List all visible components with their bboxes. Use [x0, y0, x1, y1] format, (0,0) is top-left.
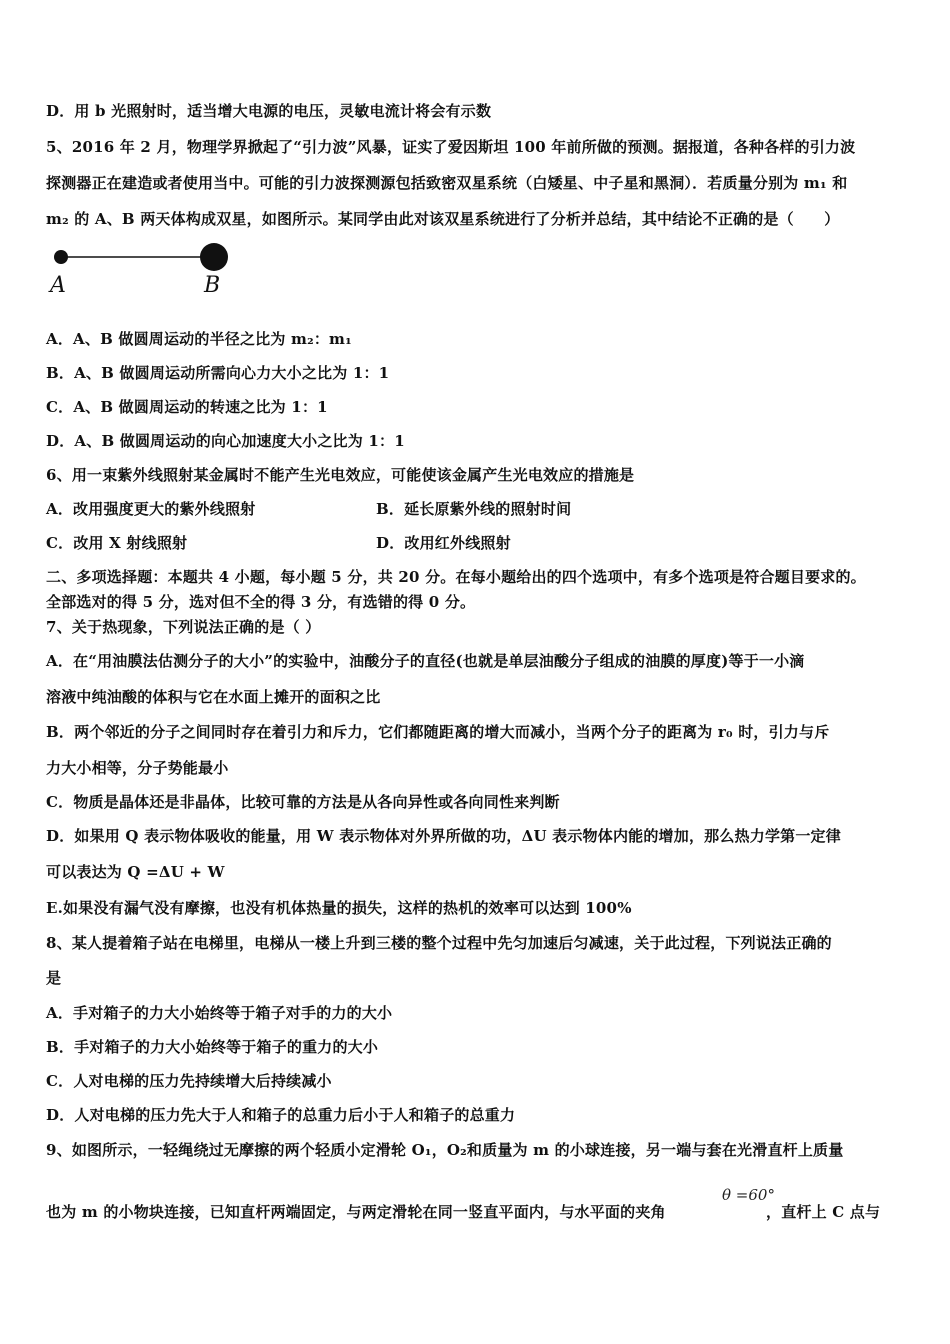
binary-star-diagram [46, 238, 246, 298]
q8-option-b: B．手对箱子的力大小始终等于箱子的重力的大小 [46, 1038, 379, 1056]
q9-stem-line2 [46, 1202, 908, 1222]
q5-option-c: C．A、B 做圆周运动的转速之比为 1：1 [46, 398, 328, 416]
theta-equation: θ =60° [722, 1186, 775, 1204]
star-a [54, 250, 68, 264]
q7-option-d-line1: D．如果用 Q 表示物体吸收的能量，用 W 表示物体对外界所做的功，ΔU 表示物体内能的增加，那么热力学第一定律 [46, 827, 841, 845]
q6-options-row1 [46, 499, 908, 519]
label-a: A [50, 273, 66, 298]
section2-heading-line2: 全部选对的得 5 分，选对但不全的得 3 分，有选错的得 0 分。 [46, 593, 476, 611]
q5-option-d: D．A、B 做圆周运动的向心加速度大小之比为 1：1 [46, 432, 405, 450]
q5-stem-line1: 5、2016 年 2 月，物理学界掀起了“引力波”风暴，证实了爱因斯坦 100 年前所做的预测。据报道，各种各样的引力波 [46, 138, 856, 156]
section2-heading-line1: 二、多项选择题：本题共 4 小题，每小题 5 分，共 20 分。在每小题给出的四个选项中，有多个选项是符合题目要求的。 [46, 568, 866, 586]
q6-option-c: C．改用 X 射线照射 [46, 534, 188, 552]
q9-stem-line2-tail: ，直杆上 C 点与 [766, 1203, 881, 1221]
q5-stem-line2: 探测器正在建造或者使用当中。可能的引力波探测源包括致密双星系统（白矮星、中子星和黑洞）．若质量分别为 m₁ 和 [46, 174, 848, 192]
q4-option-d: D．用 b 光照射时，适当增大电源的电压，灵敏电流计将会有示数 [46, 102, 492, 120]
q9-stem-line1: 9、如图所示，一轻绳绕过无摩擦的两个轻质小定滑轮 O₁，O₂和质量为 m 的小球连接，另一端与套在光滑直杆上质量 [46, 1141, 844, 1159]
q7-option-b-line1: B．两个邻近的分子之间同时存在着引力和斥力，它们都随距离的增大而减小，当两个分子的距离为 r₀ 时，引力与斥 [46, 723, 830, 741]
label-b: B [204, 273, 221, 298]
q5-stem-line3: m₂ 的 A、B 两天体构成双星，如图所示。某同学由此对该双星系统进行了分析并总结，其中结论不正确的是（ ） [46, 210, 840, 228]
q5-option-b: B．A、B 做圆周运动所需向心力大小之比为 1：1 [46, 364, 390, 382]
q7-option-e: E.如果没有漏气没有摩擦，也没有机体热量的损失，这样的热机的效率可以达到 100% [46, 899, 632, 917]
q8-stem-line1: 8、某人提着箱子站在电梯里，电梯从一楼上升到三楼的整个过程中先匀加速后匀减速，关于此过程，下列说法正确的 [46, 934, 832, 952]
q6-option-d: D．改用红外线照射 [376, 534, 511, 552]
q9-stem-line2-text: 也为 m 的小物块连接，已知直杆两端固定，与两定滑轮在同一竖直平面内，与水平面的夹角 [46, 1203, 666, 1221]
q8-option-c: C．人对电梯的压力先持续增大后持续减小 [46, 1072, 332, 1090]
q6-option-a: A．改用强度更大的紫外线照射 [46, 500, 256, 518]
q8-option-d: D．人对电梯的压力先大于人和箱子的总重力后小于人和箱子的总重力 [46, 1106, 516, 1124]
q7-option-d-line2: 可以表达为 Q =ΔU + W [46, 863, 225, 881]
q7-stem: 7、关于热现象，下列说法正确的是（ ） [46, 618, 321, 636]
q8-option-a: A．手对箱子的力大小始终等于箱子对手的力的大小 [46, 1004, 393, 1022]
q7-option-b-line2: 力大小相等，分子势能最小 [46, 759, 229, 777]
q7-option-c: C．物质是晶体还是非晶体，比较可靠的方法是从各向异性或各向同性来判断 [46, 793, 560, 811]
q6-option-b: B．延长原紫外线的照射时间 [376, 500, 572, 518]
q5-option-a: A．A、B 做圆周运动的半径之比为 m₂：m₁ [46, 330, 352, 348]
q6-options-row2 [46, 533, 908, 553]
q7-option-a-line1: A．在“用油膜法估测分子的大小”的实验中，油酸分子的直径(也就是单层油酸分子组成的油膜的厚度)等于一小滴 [46, 652, 805, 670]
star-b [200, 243, 228, 271]
q6-stem: 6、用一束紫外线照射某金属时不能产生光电效应，可能使该金属产生光电效应的措施是 [46, 466, 635, 484]
q8-stem-line2: 是 [46, 969, 62, 987]
q7-option-a-line2: 溶液中纯油酸的体积与它在水面上摊开的面积之比 [46, 688, 381, 706]
